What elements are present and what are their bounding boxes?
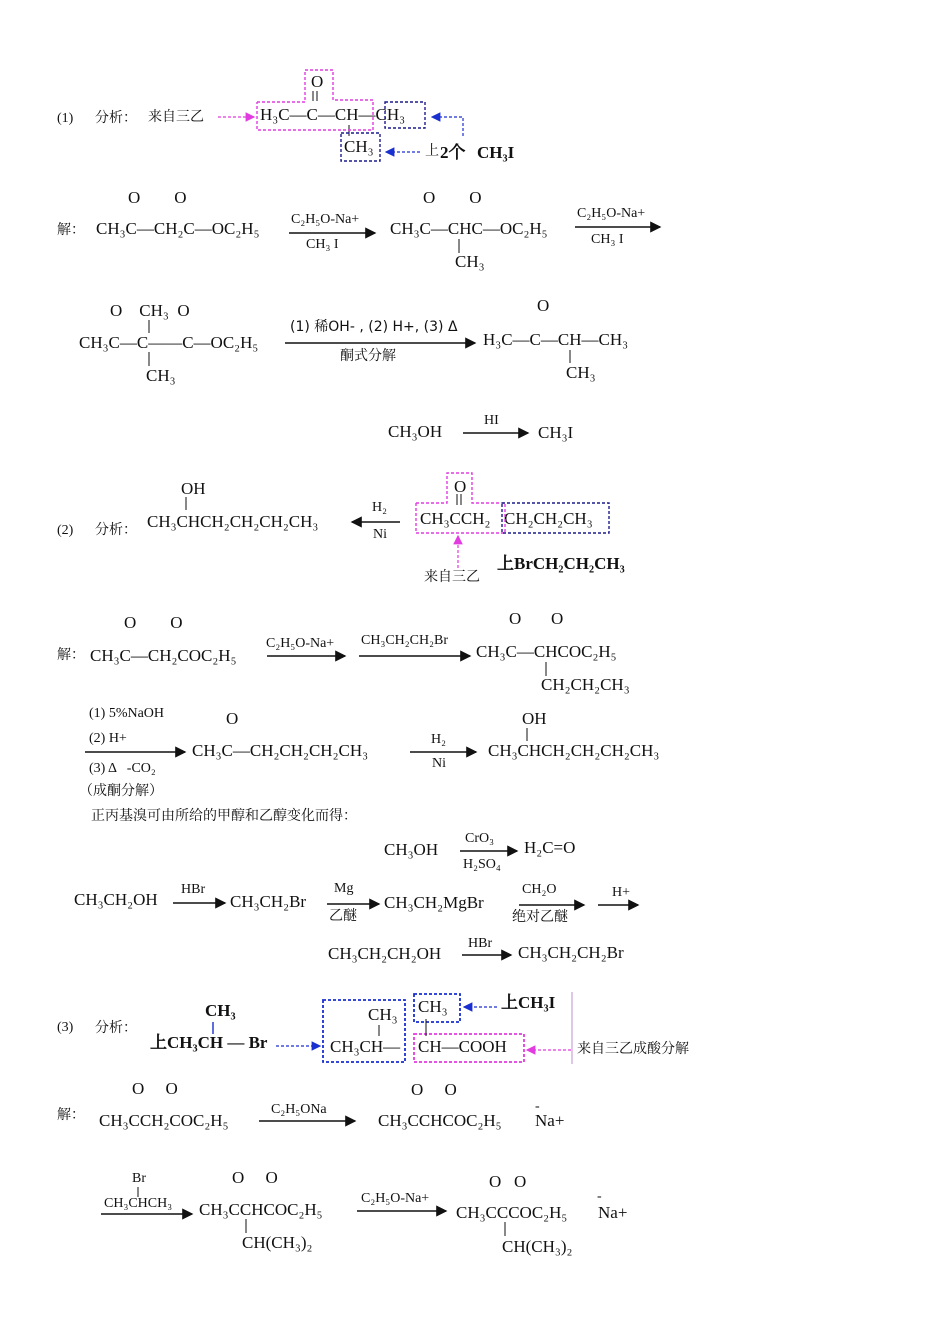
sec1-source: 来自三乙 bbox=[148, 109, 204, 125]
sol3-sodium: Na+ bbox=[535, 1111, 565, 1130]
sol2-alkyl-oxygens: O O bbox=[509, 609, 564, 628]
sec2-h2: H₂ bbox=[372, 500, 387, 515]
sol2-cond4: （成酮分解） bbox=[79, 783, 163, 799]
sol2-start-oxygens: O O bbox=[124, 613, 183, 632]
sol2-abs-ether: 绝对乙醚 bbox=[512, 909, 568, 925]
sol3-enolate-oxygens: O O bbox=[411, 1080, 457, 1099]
sec1-oxygen: O bbox=[311, 72, 324, 91]
sol2-alkyl-compound: CH₃C—CHCOC₂H₅ bbox=[476, 642, 617, 661]
sol3-isopropyl: CH₃CHCH₃ bbox=[104, 1196, 173, 1211]
sol1-arrow3-bottom: 酮式分解 bbox=[340, 348, 396, 364]
sol1-product-oxygen: O bbox=[537, 296, 550, 315]
sol1-mid-compound: CH₃C—CHC—OC₂H₅ bbox=[390, 219, 548, 238]
sec2-number: (2) bbox=[57, 523, 74, 538]
sol1-product: H₃C—C—CH—CH₃ bbox=[483, 330, 629, 349]
sol2-ethanol: CH₃CH₂OH bbox=[74, 890, 158, 909]
sec3-box2-methyl: CH₃ bbox=[418, 997, 448, 1016]
sol2-cond3: (3) Δ -CO₂ bbox=[89, 761, 156, 776]
sec3-label: 分析： bbox=[95, 1020, 137, 1036]
sol1-start-compound: CH₃C—CH₂C—OC₂H₅ bbox=[96, 219, 260, 238]
sol2-mg: Mg bbox=[334, 881, 354, 896]
sec1-ketone-main: H₃C—C—CH—CH₃ bbox=[260, 105, 406, 124]
sec2-ketone-left: CH₃CCH₂ bbox=[420, 509, 491, 528]
sol1-dialkyl-oxygens: O CH₃ O bbox=[110, 301, 190, 320]
sol3-alkyl-sub: CH(CH₃)₂ bbox=[242, 1233, 313, 1252]
sol2-propyl-bromide: CH₃CH₂CH₂Br bbox=[518, 943, 624, 962]
sec3-acid: CH—COOH bbox=[418, 1037, 507, 1056]
sec2-ni: Ni bbox=[373, 527, 387, 542]
sec3-source: 来自三乙成酸分解 bbox=[577, 1041, 689, 1057]
sol3-final-sub: CH(CH₃)₂ bbox=[502, 1237, 573, 1256]
sol2-propanol: CH₃CH₂CH₂OH bbox=[328, 944, 442, 963]
sol2-arrows bbox=[85, 656, 638, 955]
sol3-arrows bbox=[101, 1121, 505, 1236]
sol3-start-oxygens: O O bbox=[132, 1079, 178, 1098]
sol1-methanol: CH₃OH bbox=[388, 422, 443, 441]
sol2-product-alcohol: CH₃CHCH₂CH₂CH₂CH₃ bbox=[488, 741, 660, 760]
sec3-top-methyl: CH₃ bbox=[205, 1001, 236, 1020]
sol1-mid-oxygens: O O bbox=[423, 188, 482, 207]
sol2-arrow1: C₂H₅O-Na+ bbox=[266, 636, 335, 651]
sec2-ketone-right: CH₂CH₂CH₃ bbox=[504, 509, 593, 528]
sol1-arrow1-bottom: CH₃ I bbox=[306, 237, 339, 252]
sec2-source: 来自三乙 bbox=[424, 569, 480, 585]
sol1-arrows bbox=[149, 227, 660, 433]
sec3-add-reagent: 上CH₃I bbox=[501, 993, 556, 1012]
sec2-highlights bbox=[186, 473, 609, 568]
sol2-ketone: CH₃C—CH₂CH₂CH₂CH₃ bbox=[192, 741, 369, 760]
sec1-add-prefix: 上 bbox=[425, 143, 439, 159]
sol1-label: 解： bbox=[57, 222, 85, 238]
sol3-neg-charge-2: - bbox=[597, 1189, 602, 1204]
sol2-arrow2: CH₃CH₂CH₂Br bbox=[361, 633, 448, 648]
sol1-product-methyl: CH₃ bbox=[566, 363, 596, 382]
sol2-ethyl-bromide: CH₃CH₂Br bbox=[230, 892, 307, 911]
sec1-label: 分析： bbox=[95, 110, 137, 126]
sol1-arrow3-top: (1) 稀OH- , (2) H+, (3) Δ bbox=[290, 319, 458, 335]
sec1-add-count: 2个 bbox=[440, 143, 466, 162]
sol3-arrow3: C₂H₅O-Na+ bbox=[361, 1191, 430, 1206]
sol1-arrow2-top: C₂H₅O-Na+ bbox=[577, 206, 646, 221]
sol2-label: 解： bbox=[57, 647, 85, 663]
sol2-propyl-sub: CH₂CH₂CH₃ bbox=[541, 675, 630, 694]
sec1-highlights bbox=[218, 70, 463, 161]
sol1-dialkyl-compound: CH₃C—C——C—OC₂H₅ bbox=[79, 333, 259, 352]
sec3-box-methyl: CH₃ bbox=[368, 1005, 398, 1024]
sol2-formaldehyde: H₂C=O bbox=[524, 838, 576, 857]
sol2-ketone-oxygen: O bbox=[226, 709, 239, 728]
sol3-start-compound: CH₃CCH₂COC₂H₅ bbox=[99, 1111, 229, 1130]
sol3-alkyl-compound: CH₃CCHCOC₂H₅ bbox=[199, 1200, 323, 1219]
sol1-dialkyl-methyl: CH₃ bbox=[146, 366, 176, 385]
sol3-enolate: CH₃CCHCOC₂H₅ bbox=[378, 1111, 502, 1130]
sol2-methanol: CH₃OH bbox=[384, 840, 439, 859]
sol1-mid-methyl: CH₃ bbox=[455, 252, 485, 271]
sol2-start-compound: CH₃C—CH₂COC₂H₅ bbox=[90, 646, 237, 665]
sol2-ch2o: CH₂O bbox=[522, 882, 557, 897]
sec1-add-reagent: CH₃I bbox=[477, 143, 515, 162]
sol3-sodium-2: Na+ bbox=[598, 1203, 628, 1222]
sol3-neg-charge: - bbox=[535, 1099, 540, 1114]
sol1-arrow2-bottom: CH₃ I bbox=[591, 232, 624, 247]
sol2-hbr2: HBr bbox=[468, 936, 493, 951]
sol3-final-compound: CH₃CCCOC₂H₅ bbox=[456, 1203, 568, 1222]
sol2-cro3: CrO₃ bbox=[465, 831, 494, 846]
sol2-note: 正丙基溴可由所给的甲醇和乙醇变化而得： bbox=[91, 808, 357, 824]
sol2-cond2: (2) H+ bbox=[89, 731, 127, 746]
sol2-hbr1: HBr bbox=[181, 882, 206, 897]
sol2-grignard: CH₃CH₂MgBr bbox=[384, 893, 484, 912]
sol2-h-plus: H+ bbox=[612, 885, 631, 900]
sec3-number: (3) bbox=[57, 1020, 74, 1035]
sec2-label: 分析： bbox=[95, 522, 137, 538]
sol1-hi-reagent: HI bbox=[484, 413, 499, 428]
sol2-product-hydroxyl: OH bbox=[522, 709, 547, 728]
sec3-reagent: 上CH₃CH — Br bbox=[150, 1033, 268, 1052]
sec2-alcohol: CH₃CHCH₂CH₂CH₂CH₃ bbox=[147, 512, 319, 531]
sol2-ether: 乙醚 bbox=[329, 908, 357, 924]
sec2-oxygen: O bbox=[454, 477, 467, 496]
sol2-h2so4: H₂SO₄ bbox=[463, 857, 501, 872]
sol3-label: 解： bbox=[57, 1107, 85, 1123]
sol3-bromine: Br bbox=[132, 1171, 146, 1186]
sol3-alkyl-oxygens: O O bbox=[232, 1168, 278, 1187]
sol1-arrow1-top: C₂H₅O-Na+ bbox=[291, 212, 360, 227]
sol2-h2: H₂ bbox=[431, 732, 446, 747]
sol1-start-oxygens: O O bbox=[128, 188, 187, 207]
sol2-cond1: (1) 5%NaOH bbox=[89, 706, 165, 721]
sec1-number: (1) bbox=[57, 111, 74, 126]
sec2-add-reagent: 上BrCH₂CH₂CH₃ bbox=[497, 554, 625, 573]
sec3-box-main: CH₃CH— bbox=[330, 1037, 401, 1056]
sol3-arrow1: C₂H₅ONa bbox=[271, 1102, 327, 1117]
sec3-highlights bbox=[213, 992, 572, 1064]
sol1-methyl-iodide: CH₃I bbox=[538, 423, 574, 442]
sol3-final-oxygens: O O bbox=[489, 1172, 527, 1191]
sol2-ni: Ni bbox=[432, 756, 446, 771]
sec2-hydroxyl: OH bbox=[181, 479, 206, 498]
sec1-methyl-lower: CH₃ bbox=[344, 137, 374, 156]
